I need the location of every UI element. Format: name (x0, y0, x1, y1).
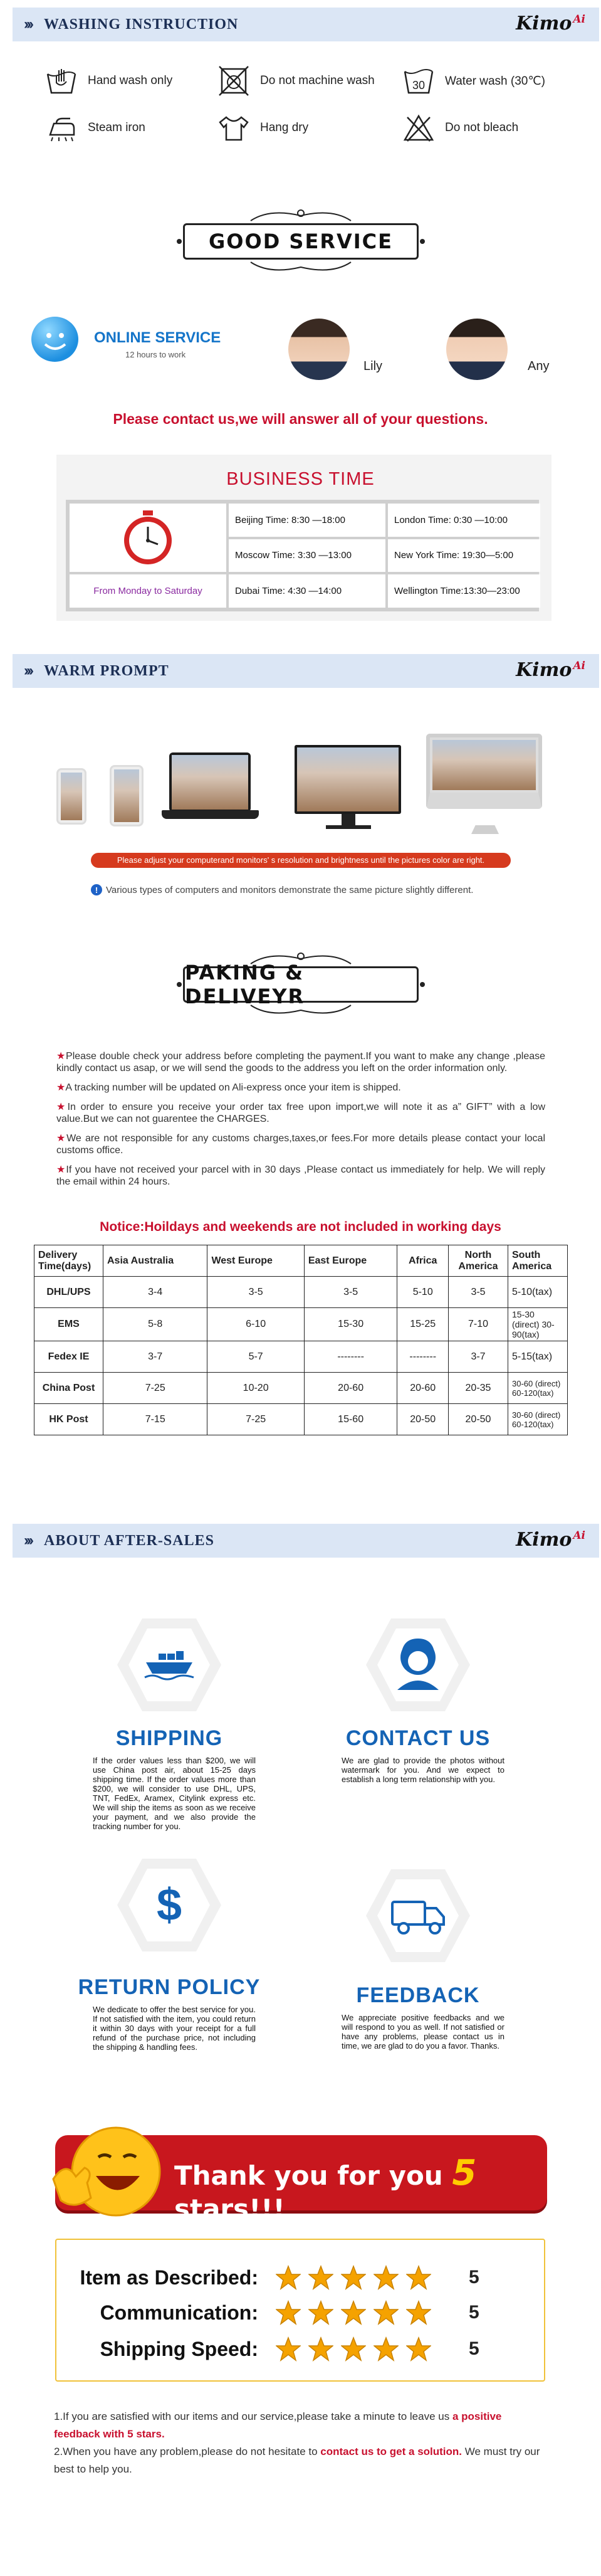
wash-label: Hand wash only (88, 74, 173, 87)
business-time-table (66, 500, 539, 611)
wash-label: Do not machine wash (260, 74, 375, 87)
table-cell: 20-50 (397, 1404, 449, 1435)
table-cell: -------- (304, 1341, 397, 1373)
table-header-cell: Delivery Time(days) (34, 1245, 103, 1277)
rating-score: 5 (469, 2338, 479, 2359)
table-cell: 10-20 (207, 1373, 304, 1404)
thumbs-up-smiley-icon (47, 2123, 172, 2223)
agent-name: Any (528, 359, 550, 373)
table-cell: 3-7 (449, 1341, 508, 1373)
block-title: SHIPPING (115, 1726, 223, 1750)
block-title: FEEDBACK (356, 1983, 480, 2007)
table-row (34, 1373, 568, 1404)
table-header-cell: Asia Australia (103, 1245, 207, 1277)
section-title: WASHING INSTRUCTION (43, 16, 239, 33)
rating-row (75, 2300, 526, 2325)
table-cell: 3-5 (304, 1277, 397, 1308)
brand-logo: Kimo $^{Ai}$ (516, 1529, 585, 1551)
table-cell: China Post (34, 1373, 103, 1404)
star-rating (276, 2265, 431, 2290)
packing-ornate-label (175, 950, 426, 1019)
table-cell: 15-30 (304, 1308, 397, 1341)
star-icon (406, 2265, 431, 2290)
device-monitor (295, 745, 401, 814)
table-cell: DHL/UPS (34, 1277, 103, 1308)
table-cell: Fedex IE (34, 1341, 103, 1373)
contact-tagline: Please contact us,we will answer all of your questions. (113, 411, 488, 427)
table-cell: 20-60 (397, 1373, 449, 1404)
good-service-ornate-label (175, 207, 426, 276)
star-icon (276, 2336, 301, 2362)
rating-label: Communication: (100, 2301, 258, 2324)
star-icon (276, 2265, 301, 2290)
device-tablet (169, 752, 251, 812)
business-time-cell: New York Time: 19:30—5:00 (388, 539, 540, 573)
star-icon (341, 2265, 366, 2290)
after-sales-section-header (13, 1524, 599, 1558)
table-cell: 7-25 (103, 1373, 207, 1404)
wash-item-hand-wash (44, 66, 172, 96)
table-cell: 5-7 (207, 1341, 304, 1373)
ship-icon (116, 1615, 222, 1715)
headset-agent-icon (365, 1615, 471, 1715)
table-header-cell: East Europe (304, 1245, 397, 1277)
list-item: ★Please double check your address before completing the payment.If you want to make any change ,please kindly contact us asap, or we will send the goods to the address you left on the order information only. (56, 1051, 546, 1074)
wash-item-no-machine (216, 66, 375, 96)
wash-item-hang-dry (216, 113, 308, 143)
wash-item-steam-iron (44, 113, 145, 143)
feedback-note-1: 1.If you are satisfied with our items and our service,please take a minute to leave us a positive feedback with 5 stars. (54, 2410, 502, 2440)
svg-text:30: 30 (412, 79, 426, 92)
business-time-cell: Moscow Time: 3:30 —13:00 (229, 539, 385, 573)
table-cell: 5-10(tax) (508, 1277, 568, 1308)
star-rating (276, 2336, 431, 2362)
table-header-cell: West Europe (207, 1245, 304, 1277)
table-cell: 7-25 (207, 1404, 304, 1435)
double-chevron-icon: ››› (24, 16, 31, 33)
business-time-cell: Wellington Time:13:30—23:00 (388, 574, 540, 608)
svg-text:$: $ (156, 1880, 182, 1930)
table-header-cell: North America (449, 1245, 508, 1277)
table-cell: 15-25 (397, 1308, 449, 1341)
table-cell: 3-7 (103, 1341, 207, 1373)
star-icon (308, 2265, 333, 2290)
alarm-clock-icon (118, 508, 178, 568)
star-icon (374, 2336, 399, 2362)
star-icon (374, 2300, 399, 2325)
wash-label: Do not bleach (445, 121, 519, 134)
star-icon (406, 2300, 431, 2325)
list-item: ★If you have not received your parcel with in 30 days ,Please contact us immediately for help. We will reply the email within 24 hours. (56, 1164, 546, 1187)
rating-row (75, 2336, 526, 2362)
table-header-cell: Africa (397, 1245, 449, 1277)
star-icon (374, 2265, 399, 2290)
table-cell: HK Post (34, 1404, 103, 1435)
hang-dry-icon (216, 113, 251, 143)
section-title: ABOUT AFTER-SALES (43, 1532, 214, 1549)
rating-row (75, 2265, 526, 2290)
imac-stand (471, 825, 499, 834)
wash-item-water-30 (401, 66, 545, 96)
table-row (34, 1341, 568, 1373)
rating-score: 5 (469, 2302, 479, 2323)
holiday-notice: Notice:Hoildays and weekends are not included in working days (100, 1220, 501, 1234)
block-text: We dedicate to offer the best service for you. If not satisfied with the item, you could return it within 30 days with your receipt for a full refund of the purchase price, not including the shipping & handling fees. (93, 2005, 256, 2052)
water-wash-30-icon (401, 66, 436, 96)
block-text: We appreciate positive feedbacks and we will respond to you as well. If not satisfied or have any problems, please contact us in time, we are glad to do you a favor. Thanks. (342, 2013, 504, 2051)
table-cell: 3-5 (449, 1277, 508, 1308)
info-icon: ! (91, 884, 102, 895)
star-icon (406, 2336, 431, 2362)
star-icon (341, 2336, 366, 2362)
agent-avatar-any (446, 319, 508, 380)
block-title: CONTACT US (345, 1726, 491, 1750)
table-header-cell: South America (508, 1245, 568, 1277)
double-chevron-icon: ››› (24, 1532, 31, 1549)
feedback-note-2: 2.When you have any problem,please do not hesitate to contact us to get a solution. We must try our best to help you. (54, 2446, 540, 2475)
clock-cell (70, 504, 226, 572)
star-rating (276, 2300, 431, 2325)
star-bullet-icon: ★ (56, 1133, 67, 1144)
online-service-title: ONLINE SERVICE (94, 329, 221, 346)
star-bullet-icon: ★ (56, 1102, 68, 1112)
monitor-stand (342, 814, 355, 826)
star-icon (308, 2336, 333, 2362)
list-item: ★In order to ensure you receive your order tax free upon import,we will note it as a” GIFT” with a low value.But we can not guarentee the CHARGES. (56, 1102, 546, 1124)
block-text: If the order values less than $200, we will use China post air, about 15-25 days shipping time. If the order values more than $200, we will consider to use DHL, UPS, TNT, FedEx, Aramex, Citylink express etc. We will ship the items as soon as we receive your payment, and we also provide the tracking number for you. (93, 1756, 256, 1831)
table-cell: 15-30 (direct) 30-90(tax) (508, 1308, 568, 1341)
thank-you-text: Thank you for you 5 stars!!! (174, 2153, 477, 2224)
packing-bullet-list (56, 1050, 545, 1195)
brand-logo: Kimo $^{Ai}$ (516, 659, 585, 681)
brand-logo: Kimo $^{Ai}$ (516, 13, 585, 34)
device-phone-2 (110, 765, 144, 826)
rating-label: Shipping Speed: (100, 2337, 258, 2360)
business-time-cell: Dubai Time: 4:30 —14:00 (229, 574, 385, 608)
wash-label: Steam iron (88, 121, 145, 134)
wash-label: Water wash (30℃) (445, 74, 546, 88)
star-bullet-icon: ★ (56, 1051, 66, 1062)
business-time-cell: London Time: 0:30 —10:00 (388, 504, 540, 537)
table-cell: 20-35 (449, 1373, 508, 1404)
table-cell: EMS (34, 1308, 103, 1341)
table-row (34, 1308, 568, 1341)
block-text: We are glad to provide the photos without watermark for you. And we expect to establish a long term relationship with you. (342, 1756, 504, 1784)
truck-icon (365, 1866, 471, 1966)
device-imac (426, 734, 542, 809)
laptop-base (162, 810, 259, 819)
table-header-row (34, 1245, 568, 1277)
section-title: PAKING & DELIVEYR (183, 966, 419, 1003)
table-cell: 20-60 (304, 1373, 397, 1404)
star-bullet-icon: ★ (56, 1164, 66, 1175)
wash-item-no-bleach (401, 113, 518, 143)
agent-name: Lily (363, 359, 383, 373)
warm-prompt-note: ! Various types of computers and monitors demonstrate the same picture slightly different. (91, 884, 473, 895)
table-cell: 30-60 (direct) 60-120(tax) (508, 1373, 568, 1404)
business-time-title: BUSINESS TIME (226, 469, 375, 489)
agent-avatar-lily (288, 319, 350, 380)
table-cell: 3-5 (207, 1277, 304, 1308)
color-adjust-banner: Please adjust your computerand monitors' s resolution and brightness until the pictures color are right. (91, 853, 511, 868)
business-time-cell: Beijing Time: 8:30 —18:00 (229, 504, 385, 537)
table-row (34, 1404, 568, 1435)
steam-iron-icon (44, 113, 79, 143)
star-icon (308, 2300, 333, 2325)
table-cell: 7-15 (103, 1404, 207, 1435)
table-cell: 5-15(tax) (508, 1341, 568, 1373)
table-cell: 7-10 (449, 1308, 508, 1341)
wash-label: Hang dry (260, 121, 309, 134)
table-cell: 20-50 (449, 1404, 508, 1435)
double-chevron-icon: ››› (24, 662, 31, 679)
star-icon (341, 2300, 366, 2325)
list-item: ★We are not responsible for any customs charges,taxes,or fees.For more details please contact your local customs office. (56, 1133, 546, 1156)
star-icon (276, 2300, 301, 2325)
table-row (34, 1277, 568, 1308)
section-title: WARM PROMPT (43, 662, 169, 679)
section-title: GOOD SERVICE (183, 223, 419, 260)
table-cell: -------- (397, 1341, 449, 1373)
rating-label: Item as Described: (80, 2266, 258, 2289)
washing-section-header (13, 8, 599, 41)
table-cell: 30-60 (direct) 60-120(tax) (508, 1404, 568, 1435)
table-cell: 3-4 (103, 1277, 207, 1308)
online-service-sub: 12 hours to work (125, 350, 186, 359)
no-machine-wash-icon (216, 66, 251, 96)
warm-prompt-section-header (13, 654, 599, 688)
dollar-icon (116, 1855, 222, 1955)
table-cell: 5-10 (397, 1277, 449, 1308)
hand-wash-icon (44, 66, 79, 96)
star-bullet-icon: ★ (56, 1082, 66, 1093)
device-phone-1 (56, 768, 86, 825)
table-cell: 15-60 (304, 1404, 397, 1435)
business-days: From Monday to Saturday (70, 574, 226, 608)
rating-score: 5 (469, 2267, 479, 2288)
block-title: RETURN POLICY (78, 1975, 261, 1999)
shipping-time-table (34, 1245, 568, 1435)
no-bleach-icon (401, 113, 436, 143)
list-item: ★A tracking number will be updated on Ali-express once your item is shipped. (56, 1082, 401, 1093)
table-cell: 5-8 (103, 1308, 207, 1341)
smiley-chat-icon (31, 317, 78, 362)
monitor-foot (326, 825, 371, 829)
table-cell: 6-10 (207, 1308, 304, 1341)
